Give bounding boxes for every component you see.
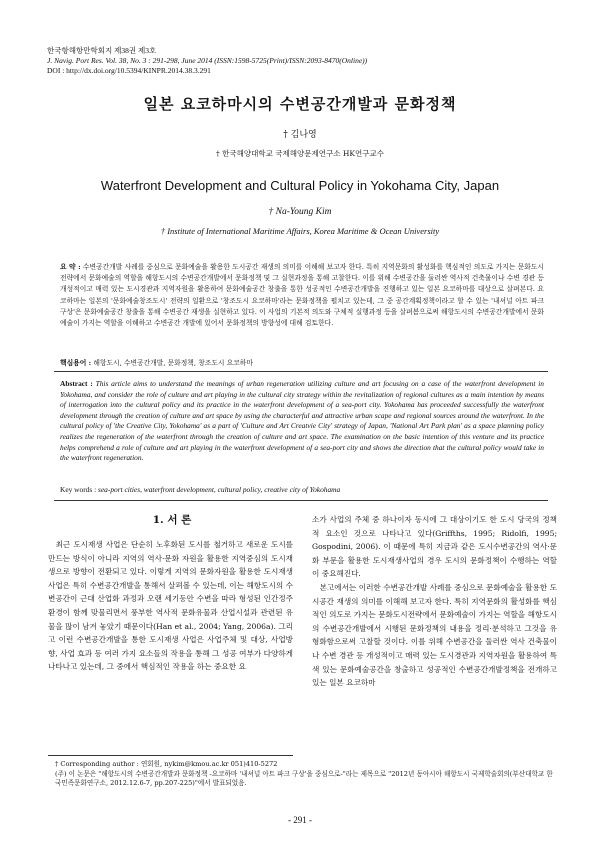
- footnote-divider: [48, 755, 293, 756]
- keywords-english: [60, 484, 544, 495]
- divider: [54, 500, 548, 501]
- keywords-korean-label: 핵심용어 :: [60, 359, 92, 367]
- abstract-korean: [60, 262, 544, 329]
- abstract-korean-label: 요 약 :: [60, 263, 81, 271]
- journal-header: [47, 46, 367, 76]
- body-left-column: [48, 538, 293, 674]
- page-number: - 291 -: [288, 815, 312, 825]
- abstract-english-label: Abstract :: [60, 379, 93, 388]
- author-english: † Na-Young Kim: [268, 207, 332, 217]
- keywords-english-label: Key words :: [60, 485, 97, 494]
- affiliation-english: † Institute of International Maritime Affairs, Korea Maritime & Ocean University: [160, 226, 440, 236]
- journal-header-doi: DOI : http://dx.doi.org/10.5394/KINPR.2014.38.3.291: [47, 66, 211, 75]
- title-english: Waterfront Development and Cultural Policy in Yokohama City, Japan: [100, 178, 500, 193]
- section-title: 1. 서 론: [152, 514, 192, 526]
- journal-header-citation: J. Navig. Port Res. Vol. 38, No. 3 : 291-298, June 2014 (ISSN:1598-5725(Print)/ISSN:2093-8470(Online)): [47, 56, 368, 65]
- author-korean: † 김나영: [283, 130, 317, 140]
- journal-header-ko: 한국항해항만학회지 제38권 제3호: [47, 46, 157, 55]
- footnote-note: (주) 이 논문은 "해항도시의 수변공간개발과 문화정책 -요코하마 '내셔널 아트 파크 구상'을 중심으로-"라는 제목으로 "2012년 동아시아 해항도시 국제학술회의(부산대학교 한국민족문화연구소, 2012.12.6-7, pp.207-225)"에서 발표되었음.: [55, 770, 553, 787]
- abstract-english-text: This article aims to understand the meanings of urban regeneration utilizing culture and art focusing on a case of the waterfront development in Yokohama, and consider the role of culture and art playing in the cultural city strategy within the revitalization of regional cultures as a main intention by means of interrogation into the cultural policy and its practice in the waterfront development of a sea-port city. Yokohama has proceeded successfully the waterfront development through the creation of culture and art space by using the characterful and attractive urban scape and regional sources around the waterfront. In the cultural policy of 'the Creative City, Yokohama' as a part of 'Culture and Art Creatvie City' strategy of Japan, 'National Art Park plan' as a space planning policy realizes the regeneration of the waterfront through the creation of culture and art space. The examination on the basic intention of this venture and its practice helps comprehend a role of culture and art playing in the waterfront development of a sea-port city and shows the direction that the cultural policy would take in the waterfront regeneration.: [60, 379, 545, 463]
- title-korean: 일본 요코하마시의 수변공간개발과 문화정책: [143, 95, 457, 113]
- abstract-korean-text: 수변공간개발 사례를 중심으로 문화예술을 활용한 도시공간 재생의 의미를 이해해 보고자 한다. 특히 지역문화의 활성화를 핵심적인 의도로 가지는 문화도시전략에서 문화예술의 역할을 해항도시의 수변공간개발에서 문화정책 및 그 실현과정을 통해 고찰한다. 이를 위해 수변공간을 둘러싼 역사적 건축물이나 수변 경관 등 개성적이고 매력 있는 도시경관과 지역자원을 활용하여 문화예술공간 창출을 통한 성공적인 수변공간개발을 진행하고 있는 일본 요코하마를 대상으로 살펴본다. 요코하마는 일본의 '문화예술창조도시' 전략의 일환으로 '창조도시 요코하마'라는 문화정책을 펼치고 있는데, 그 중 공간계획정책이라고 할 수 있는 '내셔널 아트 파크 구상'은 문화예술공간 창출을 통해 수변공간 재생을 실현하고 있다. 이 사업의 기본적 의도와 구체적 실행과정 등을 살펴봄으로써 해항도시의 수변공간개발에서 문화예술이 가지는 역할을 이해하고 수변공간 개발에 있어서 문화정책의 방향성에 대해 검토한다.: [60, 263, 544, 328]
- paragraph: 최근 도시재생 사업은 단순히 노후화된 도시를 철거하고 새로운 도시를 만드는 방식이 아니라 지역의 역사·문화 자원을 활용한 지역중심의 도시재생으로 방향이 전환되고 있다. 이렇게 지역의 문화자원을 활용한 도시재생 사업은 특히 수변공간개발을 통해서 살펴볼 수 있는데, 이는 해항도시의 수변공간이 근대 산업화 과정과 오랜 세기동안 수변을 따라 형성된 인간정주환경이 함께 맞물리면서 풍부한 역사적 문화유물과 산업시설과 관련된 유물을 많이 남겨 놓았기 때문이다(Han et al., 2004; Yang, 2006a). 그리고 이런 수변공간개발을 통한 도시재생 사업은 사업주체 및 대상, 사업방향, 사업 효과 등 여러 가지 요소들의 작용을 통해 그 성공 여부가 다양하게 나타나고 있는데, 그 중에서 핵심적인 작용을 하는 중요한 요: [48, 540, 293, 672]
- divider: [54, 371, 548, 372]
- body-right-column: [312, 513, 557, 690]
- keywords-korean-text: 해항도시, 수변공간개발, 문화정책, 창조도시 요코하마: [93, 359, 253, 367]
- footnote-corresponding: † Corresponding author : 연회원, nykim@kmou.ac.kr 051)410-5272: [55, 760, 278, 768]
- abstract-english: [60, 379, 544, 464]
- paragraph: 소가 사업의 주체 중 하나이자 동시에 그 대상이기도 한 도시 당국의 정책적 요소인 것으로 나타나고 있다(Griffths, 1995; Ridolfi, 1995; Gospodini, 2006). 이 때문에 특히 지금과 같은 도시수변공간의 역사·문화 부문을 활용한 도시재생사업의 경우 도시의 문화정책이 수행하는 역할이 중요해진다.: [312, 515, 557, 579]
- affiliation-korean: † 한국해양대학교 국제해양문제연구소 HK연구교수: [216, 149, 384, 158]
- keywords-korean: [60, 358, 544, 369]
- keywords-english-text: sea-port cities, waterfront development, cultural policy, creative city of Yokohama: [98, 485, 341, 494]
- paragraph: 본고에서는 이러한 수변공간개발 사례를 중심으로 문화예술을 활용한 도시공간 재생의 의미를 이해해 보고자 한다. 특히 지역문화의 활성화를 핵심적인 의도로 가지는 문화도시전략에서 문화예술이 가지는 역할을 해항도시의 수변공간개발에서 시행된 문화정책의 내용을 정리·분석하고 그것을 유형화함으로써 고찰할 것이다. 이를 위해 수변공간을 둘러싼 역사 건축물이나 수변 경관 등 개성적이고 매력 있는 도시경관과 지역자원을 활용하여 특색 있는 문화예술공간을 창출하고 성공적인 수변공간개발정책을 전개하고 있는 일본 요코하마: [312, 582, 557, 688]
